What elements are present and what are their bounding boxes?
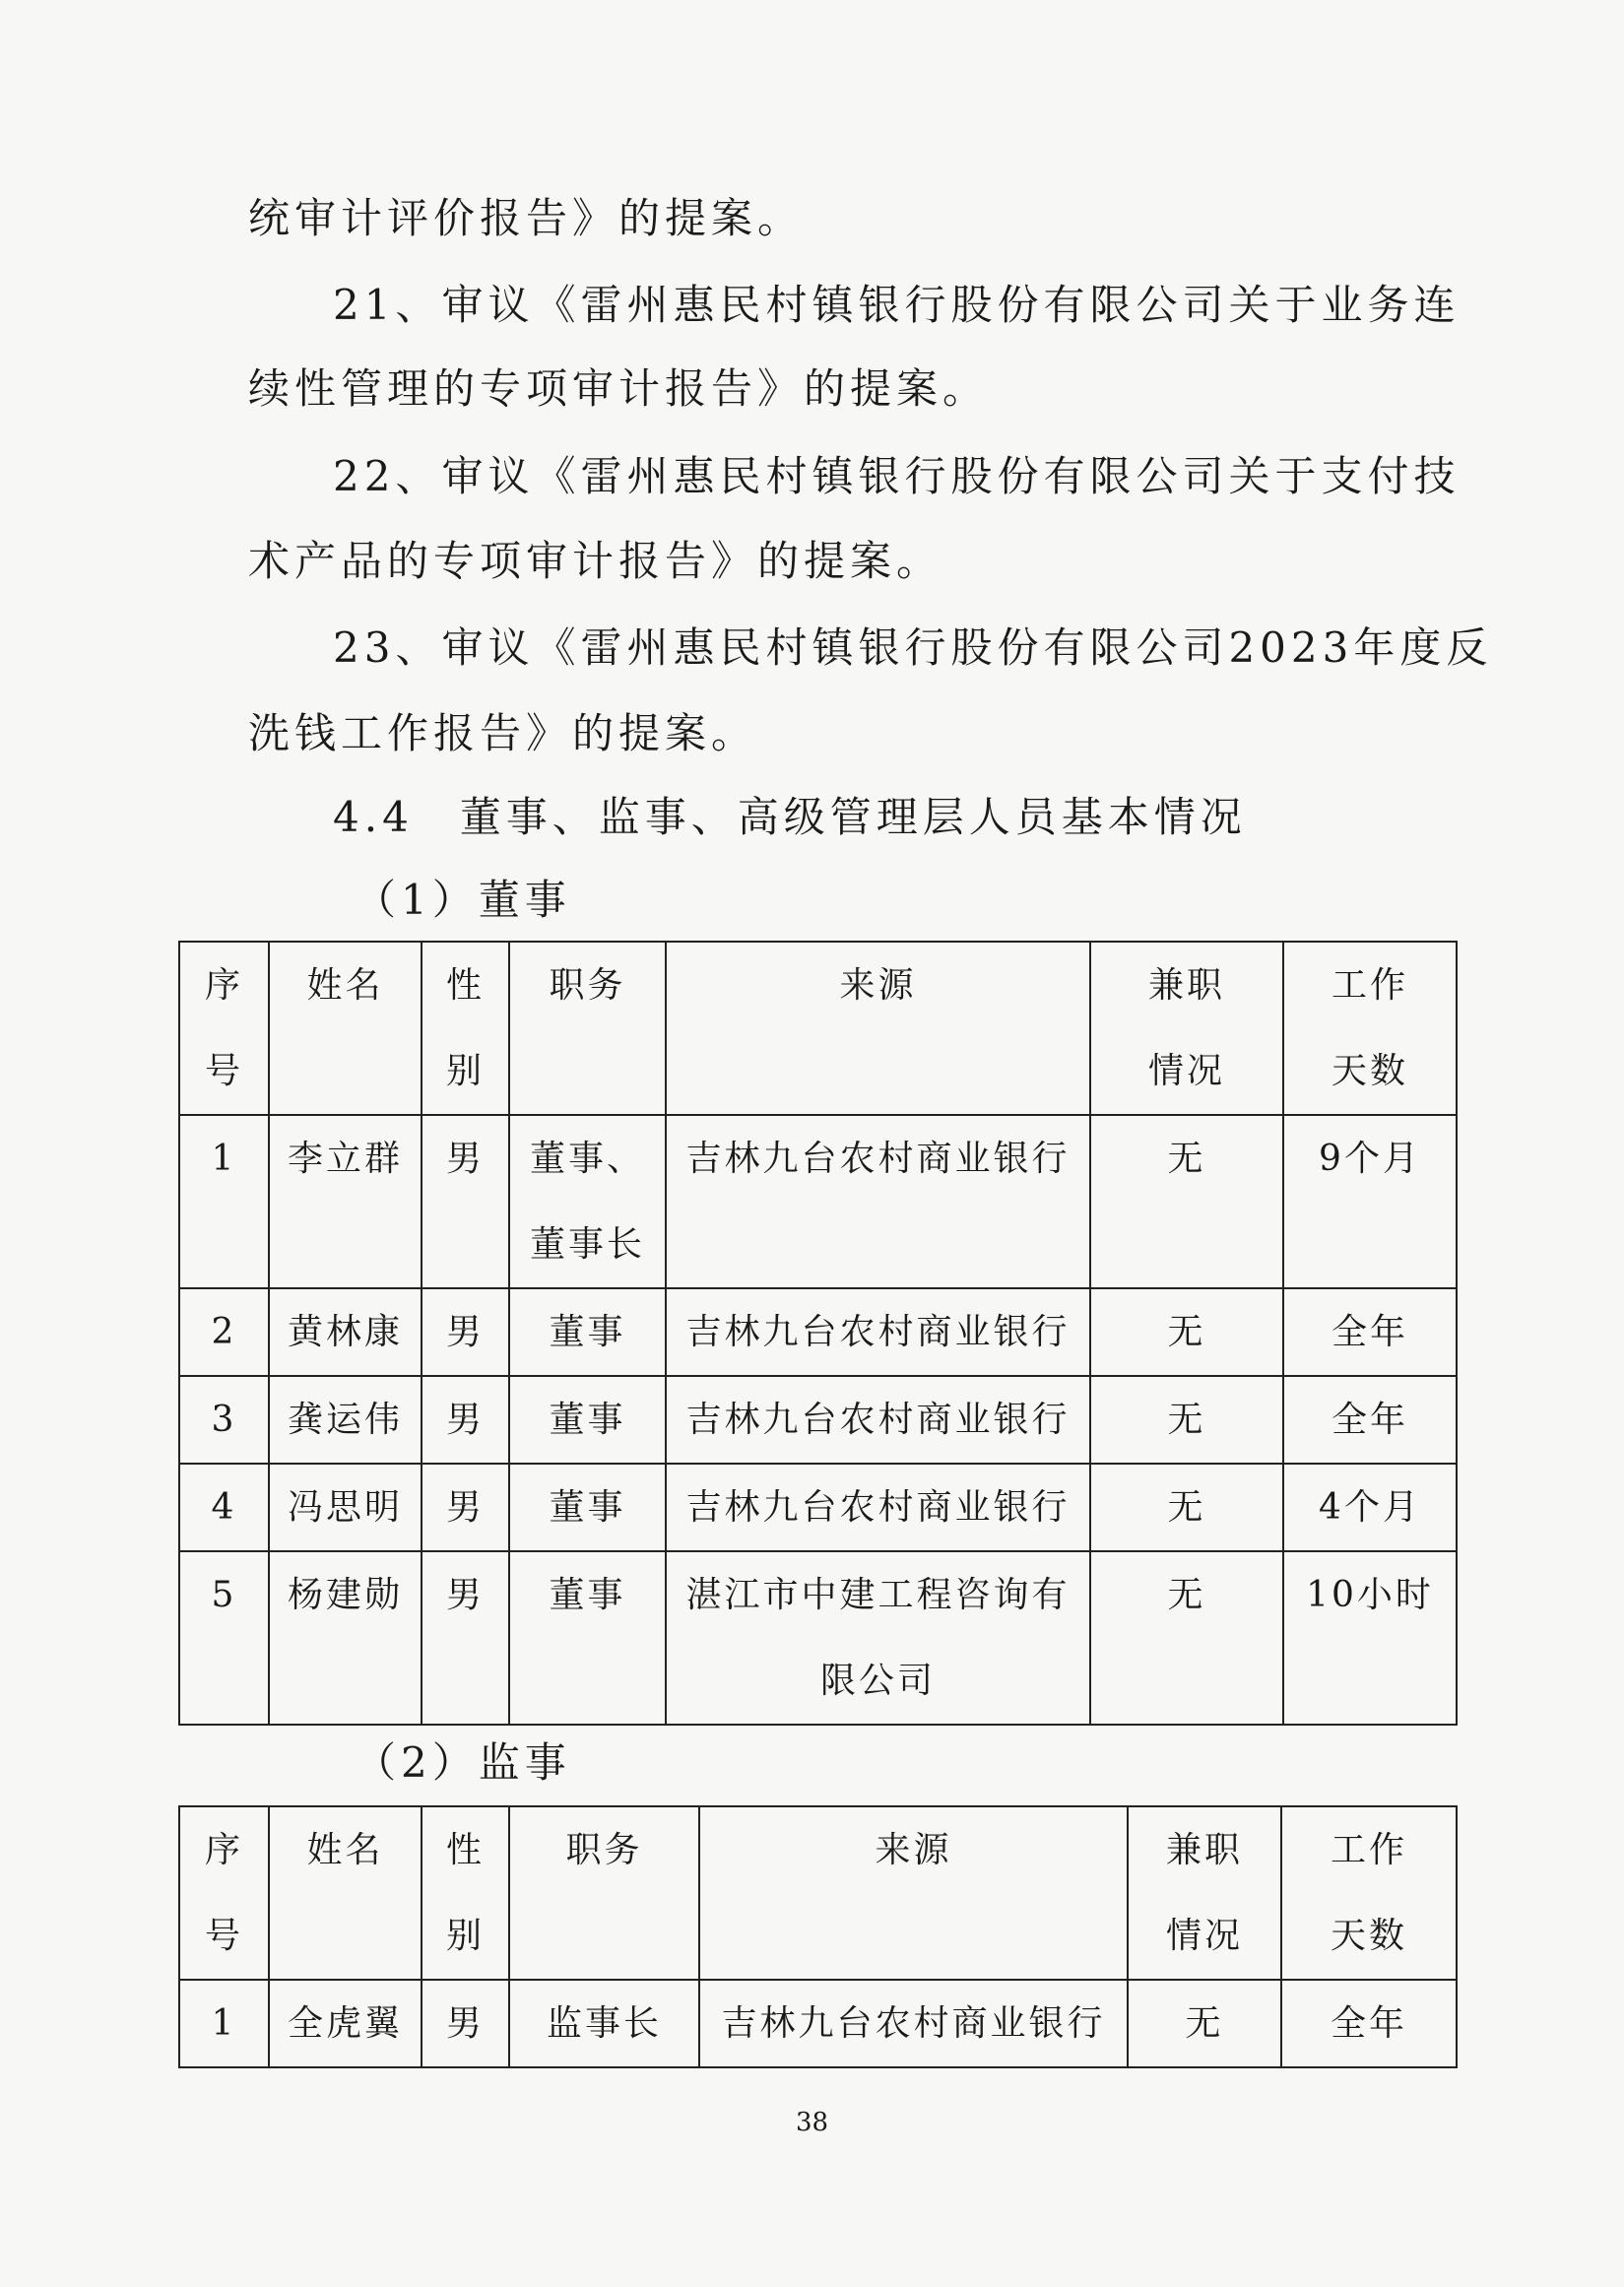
cell-no-text: 4	[211, 1487, 237, 1528]
header-cell	[1281, 1806, 1457, 1980]
cell-source	[666, 1464, 1090, 1551]
header-cell-text: 来源	[839, 965, 917, 1006]
cell-source	[666, 1551, 1090, 1725]
cell-no	[179, 1115, 269, 1288]
cell-gender-text: 男	[445, 1139, 485, 1179]
directors-table	[178, 941, 1458, 1726]
cell-parttime-text: 无	[1167, 1312, 1206, 1352]
table-header-row	[179, 1806, 1457, 1980]
cell-no	[179, 1551, 269, 1725]
cell-name	[269, 1376, 422, 1464]
cell-source-text: 吉林九台农村商业银行	[685, 1400, 1071, 1440]
cell-no-text: 3	[211, 1400, 237, 1440]
paragraph-line: 22、审议《雷州惠民村镇银行股份有限公司关于支付技	[333, 452, 1461, 500]
header-cell-text: 情况	[1165, 1916, 1243, 1956]
cell-gender-text: 男	[445, 1312, 485, 1352]
cell-name-text: 全虎翼	[287, 2003, 403, 2044]
paragraph-line: 洗钱工作报告》的提案。	[248, 709, 758, 757]
header-cell-text: 天数	[1330, 1916, 1407, 1956]
cell-name-text: 李立群	[287, 1139, 403, 1179]
cell-position-text: 董事	[549, 1487, 626, 1528]
header-cell-text: 性	[445, 1830, 485, 1870]
header-cell-text: 工作	[1331, 965, 1408, 1006]
cell-position	[509, 1464, 666, 1551]
cell-gender	[422, 1464, 509, 1551]
page-number: 38	[795, 2108, 829, 2137]
cell-parttime-text: 无	[1167, 1139, 1206, 1179]
cell-source-text: 限公司	[819, 1661, 936, 1701]
cell-name	[269, 1288, 422, 1376]
header-cell	[699, 1806, 1128, 1980]
cell-source-text: 吉林九台农村商业银行	[721, 2003, 1106, 2044]
cell-source	[699, 1980, 1128, 2067]
cell-days-text: 9个月	[1319, 1139, 1421, 1179]
cell-position	[509, 1288, 666, 1376]
cell-no-text: 2	[211, 1312, 237, 1352]
header-cell-text: 序	[204, 965, 243, 1006]
cell-name	[269, 1980, 422, 2067]
header-cell	[509, 1806, 699, 1980]
cell-no	[179, 1376, 269, 1464]
cell-gender-text: 男	[445, 1575, 485, 1615]
cell-position-text: 董事	[549, 1575, 626, 1615]
header-cell-text: 序	[204, 1830, 243, 1870]
header-cell-text: 兼职	[1147, 965, 1225, 1006]
header-cell	[179, 942, 269, 1115]
header-cell	[269, 1806, 422, 1980]
cell-position-text: 董事、	[529, 1139, 645, 1179]
cell-days	[1283, 1551, 1457, 1725]
cell-no-text: 1	[211, 2003, 237, 2044]
table-row	[179, 1288, 1457, 1376]
cell-parttime-text: 无	[1167, 1400, 1206, 1440]
header-cell	[1128, 1806, 1281, 1980]
table-row	[179, 1551, 1457, 1725]
cell-position-text: 董事长	[529, 1224, 645, 1265]
cell-days-text: 4个月	[1319, 1487, 1421, 1528]
cell-parttime	[1090, 1376, 1283, 1464]
cell-position	[509, 1115, 666, 1288]
header-cell-text: 工作	[1330, 1830, 1407, 1870]
cell-source	[666, 1288, 1090, 1376]
header-cell-text: 职务	[565, 1830, 643, 1870]
cell-parttime-text: 无	[1185, 2003, 1224, 2044]
cell-name	[269, 1551, 422, 1725]
table-row	[179, 1980, 1457, 2067]
section-heading: 4.4 董事、监事、高级管理层人员基本情况	[333, 793, 1247, 841]
header-cell-text: 性	[445, 965, 485, 1006]
cell-days-text: 全年	[1331, 1400, 1408, 1440]
cell-position	[509, 1376, 666, 1464]
cell-days	[1281, 1980, 1457, 2067]
cell-name-text: 黄林康	[287, 1312, 403, 1352]
supervisors-table	[178, 1805, 1458, 2068]
table-row	[179, 1376, 1457, 1464]
cell-source-text: 湛江市中建工程咨询有	[685, 1575, 1071, 1615]
paragraph-line: 23、审议《雷州惠民村镇银行股份有限公司2023年度反	[333, 623, 1493, 672]
cell-position-text: 董事	[549, 1312, 626, 1352]
cell-parttime	[1128, 1980, 1281, 2067]
cell-position	[509, 1551, 666, 1725]
cell-gender	[422, 1376, 509, 1464]
header-cell	[422, 942, 509, 1115]
header-cell	[422, 1806, 509, 1980]
cell-days	[1283, 1376, 1457, 1464]
header-cell-text: 姓名	[306, 965, 384, 1006]
cell-no	[179, 1288, 269, 1376]
cell-parttime-text: 无	[1167, 1575, 1206, 1615]
cell-days	[1283, 1464, 1457, 1551]
cell-no	[179, 1464, 269, 1551]
table-row	[179, 1464, 1457, 1551]
header-cell-text: 职务	[549, 965, 626, 1006]
cell-gender-text: 男	[445, 1487, 485, 1528]
header-cell-text: 号	[204, 1916, 243, 1956]
header-cell-text: 情况	[1147, 1051, 1225, 1091]
cell-name-text: 冯思明	[287, 1487, 403, 1528]
directors-heading: （1）董事	[355, 876, 571, 924]
cell-name-text: 龚运伟	[287, 1400, 403, 1440]
cell-no	[179, 1980, 269, 2067]
cell-source-text: 吉林九台农村商业银行	[685, 1139, 1071, 1179]
cell-days-text: 10小时	[1306, 1575, 1434, 1615]
table-row	[179, 1115, 1457, 1288]
cell-source-text: 吉林九台农村商业银行	[685, 1312, 1071, 1352]
cell-position	[509, 1980, 699, 2067]
cell-parttime	[1090, 1115, 1283, 1288]
table-header-row	[179, 942, 1457, 1115]
cell-days	[1283, 1115, 1457, 1288]
header-cell	[509, 942, 666, 1115]
supervisors-heading: （2）监事	[355, 1738, 571, 1787]
cell-name	[269, 1464, 422, 1551]
header-cell	[269, 942, 422, 1115]
header-cell	[179, 1806, 269, 1980]
header-cell	[1090, 942, 1283, 1115]
cell-position-text: 监事长	[546, 2003, 662, 2044]
cell-gender	[422, 1980, 509, 2067]
cell-name	[269, 1115, 422, 1288]
cell-parttime	[1090, 1464, 1283, 1551]
cell-parttime	[1090, 1551, 1283, 1725]
cell-source-text: 吉林九台农村商业银行	[685, 1487, 1071, 1528]
header-cell	[1283, 942, 1457, 1115]
header-cell-text: 号	[204, 1051, 243, 1091]
header-cell-text: 天数	[1331, 1051, 1408, 1091]
cell-name-text: 杨建勋	[287, 1575, 403, 1615]
header-cell-text: 姓名	[306, 1830, 384, 1870]
cell-gender	[422, 1115, 509, 1288]
paragraph-line: 21、审议《雷州惠民村镇银行股份有限公司关于业务连	[333, 281, 1461, 329]
header-cell-text: 兼职	[1165, 1830, 1243, 1870]
header-cell-text: 来源	[875, 1830, 952, 1870]
cell-days-text: 全年	[1331, 1312, 1408, 1352]
cell-days	[1283, 1288, 1457, 1376]
cell-no-text: 1	[211, 1139, 237, 1179]
paragraph-line: 统审计评价报告》的提案。	[248, 194, 805, 242]
cell-source	[666, 1115, 1090, 1288]
cell-position-text: 董事	[549, 1400, 626, 1440]
cell-gender	[422, 1551, 509, 1725]
cell-parttime	[1090, 1288, 1283, 1376]
cell-source	[666, 1376, 1090, 1464]
cell-gender-text: 男	[445, 2003, 485, 2044]
paragraph-line: 续性管理的专项审计报告》的提案。	[248, 364, 990, 413]
cell-parttime-text: 无	[1167, 1487, 1206, 1528]
header-cell	[666, 942, 1090, 1115]
cell-gender-text: 男	[445, 1400, 485, 1440]
cell-gender	[422, 1288, 509, 1376]
cell-no-text: 5	[211, 1575, 237, 1615]
paragraph-line: 术产品的专项审计报告》的提案。	[248, 537, 943, 585]
header-cell-text: 别	[445, 1051, 485, 1091]
cell-days-text: 全年	[1330, 2003, 1407, 2044]
header-cell-text: 别	[445, 1916, 485, 1956]
